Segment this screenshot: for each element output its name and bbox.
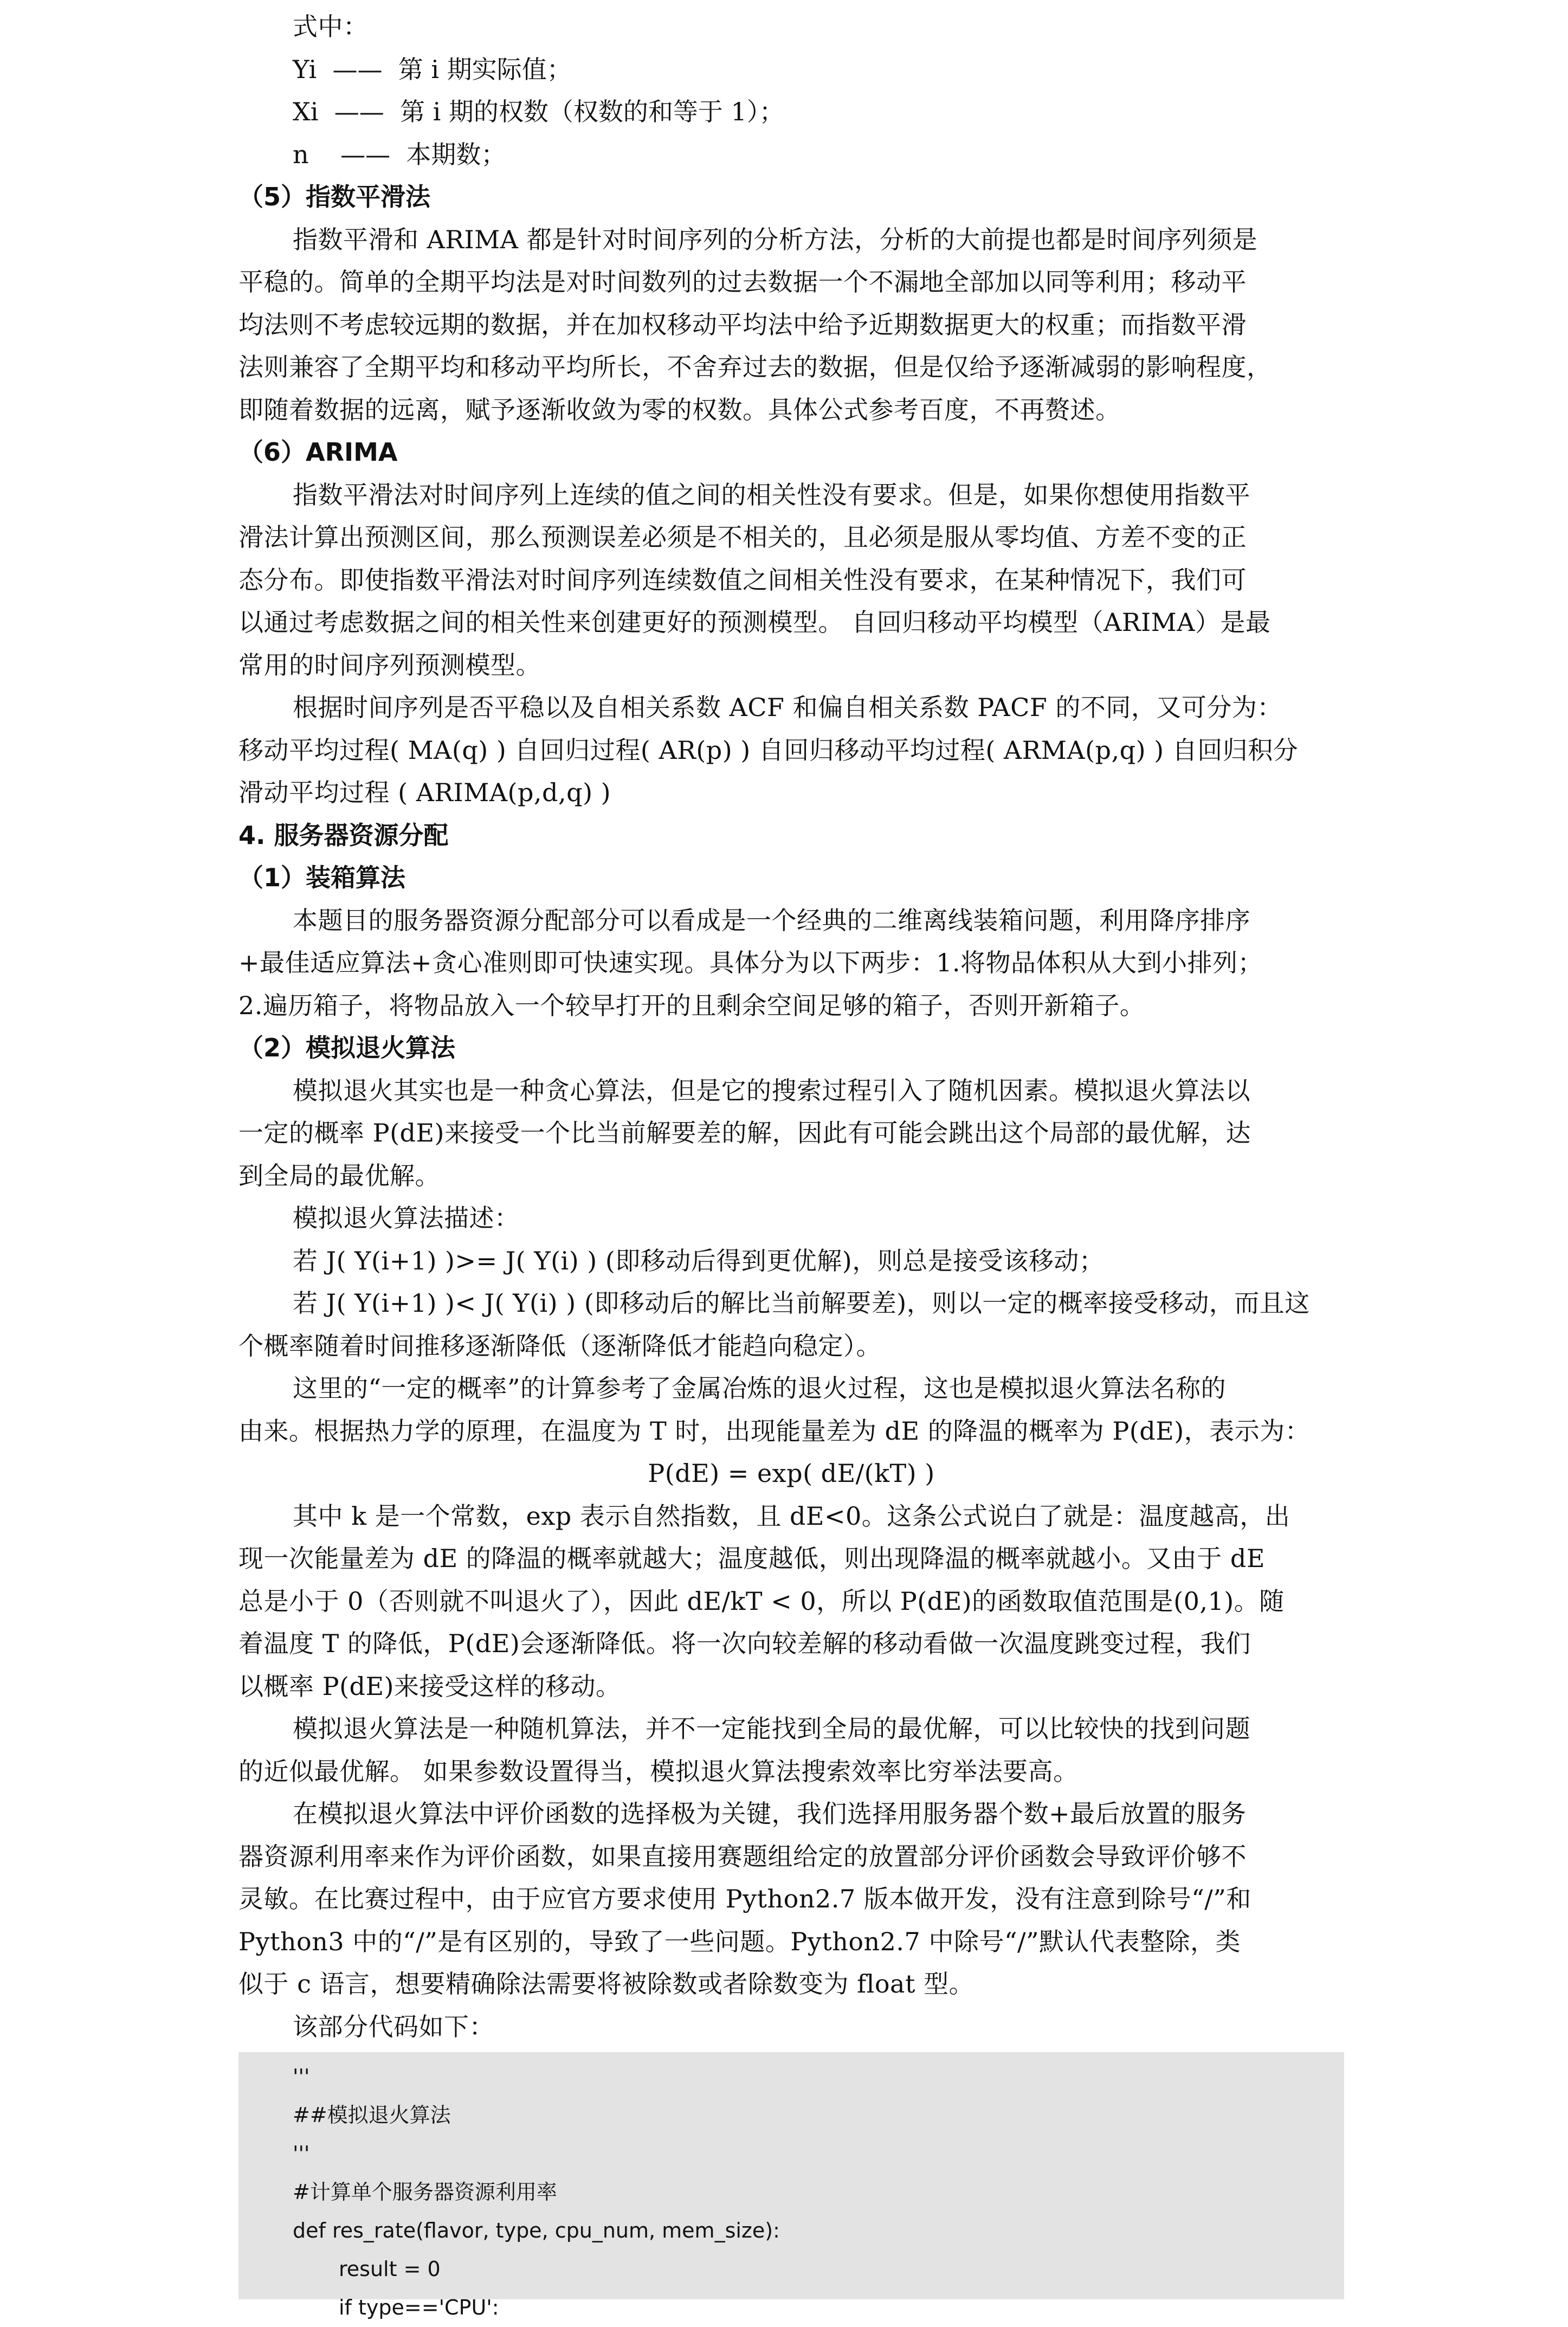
paragraph-line: 总是小于 0（否则就不叫退火了），因此 dE/kT < 0，所以 P(dE)的函数取值范围是(0,1)。随: [238, 1586, 1285, 1616]
where-label: 式中：: [293, 12, 369, 41]
paragraph-line: 以通过考虑数据之间的相关性来创建更好的预测模型。 自回归移动平均模型（ARIMA）是最: [238, 608, 1271, 637]
paragraph-annealing-explanation: [238, 1495, 1344, 1708]
paragraph-line: 平稳的。简单的全期平均法是对时间数列的过去数据一个不漏地全部加以同等利用；移动平: [238, 267, 1247, 296]
paragraph-line: 个概率随着时间推移逐渐降低（逐渐降低才能趋向稳定）。: [238, 1331, 881, 1361]
subsection-heading-bin-packing: （1）装箱算法: [238, 863, 406, 892]
paragraph-line: 滑动平均过程 ( ARIMA(p,d,q) ): [238, 778, 611, 807]
paragraph-line: 以概率 P(dE)来接受这样的移动。: [238, 1671, 621, 1701]
paragraph-line: 其中 k 是一个常数，exp 表示自然指数，且 dE<0。这条公式说白了就是：温度越高，出: [293, 1501, 1290, 1531]
code-line: if type=='CPU':: [339, 2296, 499, 2319]
paragraph-bin-packing: [238, 899, 1344, 1027]
paragraph-line: 似于 c 语言，想要精确除法需要将被除数或者除数变为 float 型。: [238, 1969, 975, 1999]
code-block: [238, 2052, 1344, 2319]
annealing-rule-accept: 若 J( Y(i+1) )>= J( Y(i) ) (即移动后得到更优解)，则总是接受该移动；: [293, 1246, 1105, 1275]
paragraph-line: 即随着数据的远离，赋予逐渐收敛为零的权数。具体公式参考百度，不再赘述。: [238, 395, 1121, 424]
document-body: [238, 5, 1344, 2319]
paragraph-line: 的近似最优解。 如果参数设置得当，模拟退火算法搜索效率比穷举法要高。: [238, 1756, 1079, 1786]
paragraph-line: 常用的时间序列预测模型。: [238, 650, 541, 680]
annealing-formula: P(dE) = exp( dE/(kT) ): [648, 1459, 935, 1488]
paragraph-exponential-smoothing: [238, 218, 1344, 431]
code-line: def res_rate(flavor, type, cpu_num, mem_size):: [293, 2219, 780, 2242]
paragraph-line: 若 J( Y(i+1) )< J( Y(i) ) (即移动后的解比当前解要差)，则以一定的概率接受移动，而且这: [293, 1288, 1310, 1318]
paragraph-line: 指数平滑和 ARIMA 都是针对时间序列的分析方法，分析的大前提也都是时间序列须是: [293, 224, 1258, 254]
paragraph-line: 现一次能量差为 dE 的降温的概率就越大；温度越低，则出现降温的概率就越小。又由于 dE: [238, 1544, 1265, 1573]
paragraph-line: 器资源利用率来作为评价函数，如果直接用赛题组给定的放置部分评价函数会导致评价够不: [238, 1841, 1247, 1871]
paragraph-line: +最佳适应算法+贪心准则即可快速实现。具体分为以下两步：1.将物品体积从大到小排列；: [238, 948, 1263, 977]
paragraph-annealing-property: [238, 1707, 1344, 1793]
paragraph-line: 一定的概率 P(dE)来接受一个比当前解要差的解，因此有可能会跳出这个局部的最优解，达: [238, 1118, 1251, 1148]
paragraph-line: 均法则不考虑较远期的数据，并在加权移动平均法中给予近期数据更大的权重；而指数平滑: [238, 310, 1247, 339]
paragraph-line: 法则兼容了全期平均和移动平均所长，不舍弃过去的数据，但是仅给予逐渐减弱的影响程度，: [238, 352, 1272, 382]
subsection-heading-simulated-annealing: （2）模拟退火算法: [238, 1033, 456, 1062]
code-line: ''': [293, 2065, 310, 2089]
code-intro-label: 该部分代码如下：: [293, 2012, 494, 2041]
paragraph-line: 模拟退火算法是一种随机算法，并不一定能找到全局的最优解，可以比较快的找到问题: [293, 1714, 1250, 1743]
paragraph-evaluation-function: [238, 1793, 1344, 2006]
section-heading-arima: （6）ARIMA: [238, 437, 398, 467]
annealing-description-label: 模拟退火算法描述：: [293, 1203, 520, 1233]
definition-yi: Yi —— 第 i 期实际值；: [293, 54, 572, 84]
section-heading-exponential-smoothing: （5）指数平滑法: [238, 182, 431, 211]
code-line: ##模拟退火算法: [293, 2103, 451, 2127]
paragraph-line: 态分布。即使指数平滑法对时间序列连续数值之间相关性没有要求，在某种情况下，我们可: [238, 565, 1247, 595]
paragraph-arima-types: [238, 686, 1344, 814]
definition-xi: Xi —— 第 i 期的权数（权数的和等于 1）；: [293, 97, 784, 126]
paragraph-line: Python3 中的“/”是有区别的，导致了一些问题。Python2.7 中除号“/”默认代表整除，类: [238, 1926, 1241, 1956]
paragraph-annealing-origin: [238, 1367, 1344, 1452]
definition-n: n —— 本期数；: [293, 139, 506, 169]
code-line: result = 0: [339, 2257, 441, 2281]
paragraph-line: 灵敏。在比赛过程中，由于应官方要求使用 Python2.7 版本做开发，没有注意到除号“/”和: [238, 1884, 1251, 1913]
code-line: #计算单个服务器资源利用率: [293, 2180, 557, 2204]
paragraph-annealing-intro: [238, 1069, 1344, 1197]
paragraph-line: 这里的“一定的概率”的计算参考了金属冶炼的退火过程，这也是模拟退火算法名称的: [293, 1374, 1227, 1403]
paragraph-line: 到全局的最优解。: [238, 1161, 440, 1190]
paragraph-line: 2.遍历箱子，将物品放入一个较早打开的且剩余空间足够的箱子，否则开新箱子。: [238, 990, 1145, 1020]
paragraph-line: 着温度 T 的降低，P(dE)会逐渐降低。将一次向较差解的移动看做一次温度跳变过程，我们: [238, 1629, 1251, 1658]
paragraph-line: 本题目的服务器资源分配部分可以看成是一个经典的二维离线装箱问题，利用降序排序: [293, 905, 1250, 935]
paragraph-arima-intro: [238, 474, 1344, 687]
paragraph-line: 滑法计算出预测区间，那么预测误差必须是不相关的，且必须是服从零均值、方差不变的正: [238, 523, 1247, 552]
section-heading-server-allocation: 4. 服务器资源分配: [238, 820, 449, 850]
paragraph-line: 根据时间序列是否平稳以及自相关系数 ACF 和偏自相关系数 PACF 的不同，又可分为：: [293, 693, 1282, 722]
paragraph-line: 指数平滑法对时间序列上连续的值之间的相关性没有要求。但是，如果你想使用指数平: [293, 480, 1250, 510]
paragraph-line: 由来。根据热力学的原理，在温度为 T 时，出现能量差为 dE 的降温的概率为 P(dE)，表示为：: [238, 1416, 1311, 1446]
annealing-rule-probability: [238, 1282, 1344, 1367]
paragraph-line: 模拟退火其实也是一种贪心算法，但是它的搜索过程引入了随机因素。模拟退火算法以: [293, 1075, 1250, 1105]
paragraph-line: 移动平均过程( MA(q) ) 自回归过程( AR(p) ) 自回归移动平均过程( ARMA(p,q) ) 自回归积分: [238, 735, 1299, 765]
paragraph-line: 在模拟退火算法中评价函数的选择极为关键，我们选择用服务器个数+最后放置的服务: [293, 1799, 1247, 1828]
code-line: ''': [293, 2142, 310, 2165]
